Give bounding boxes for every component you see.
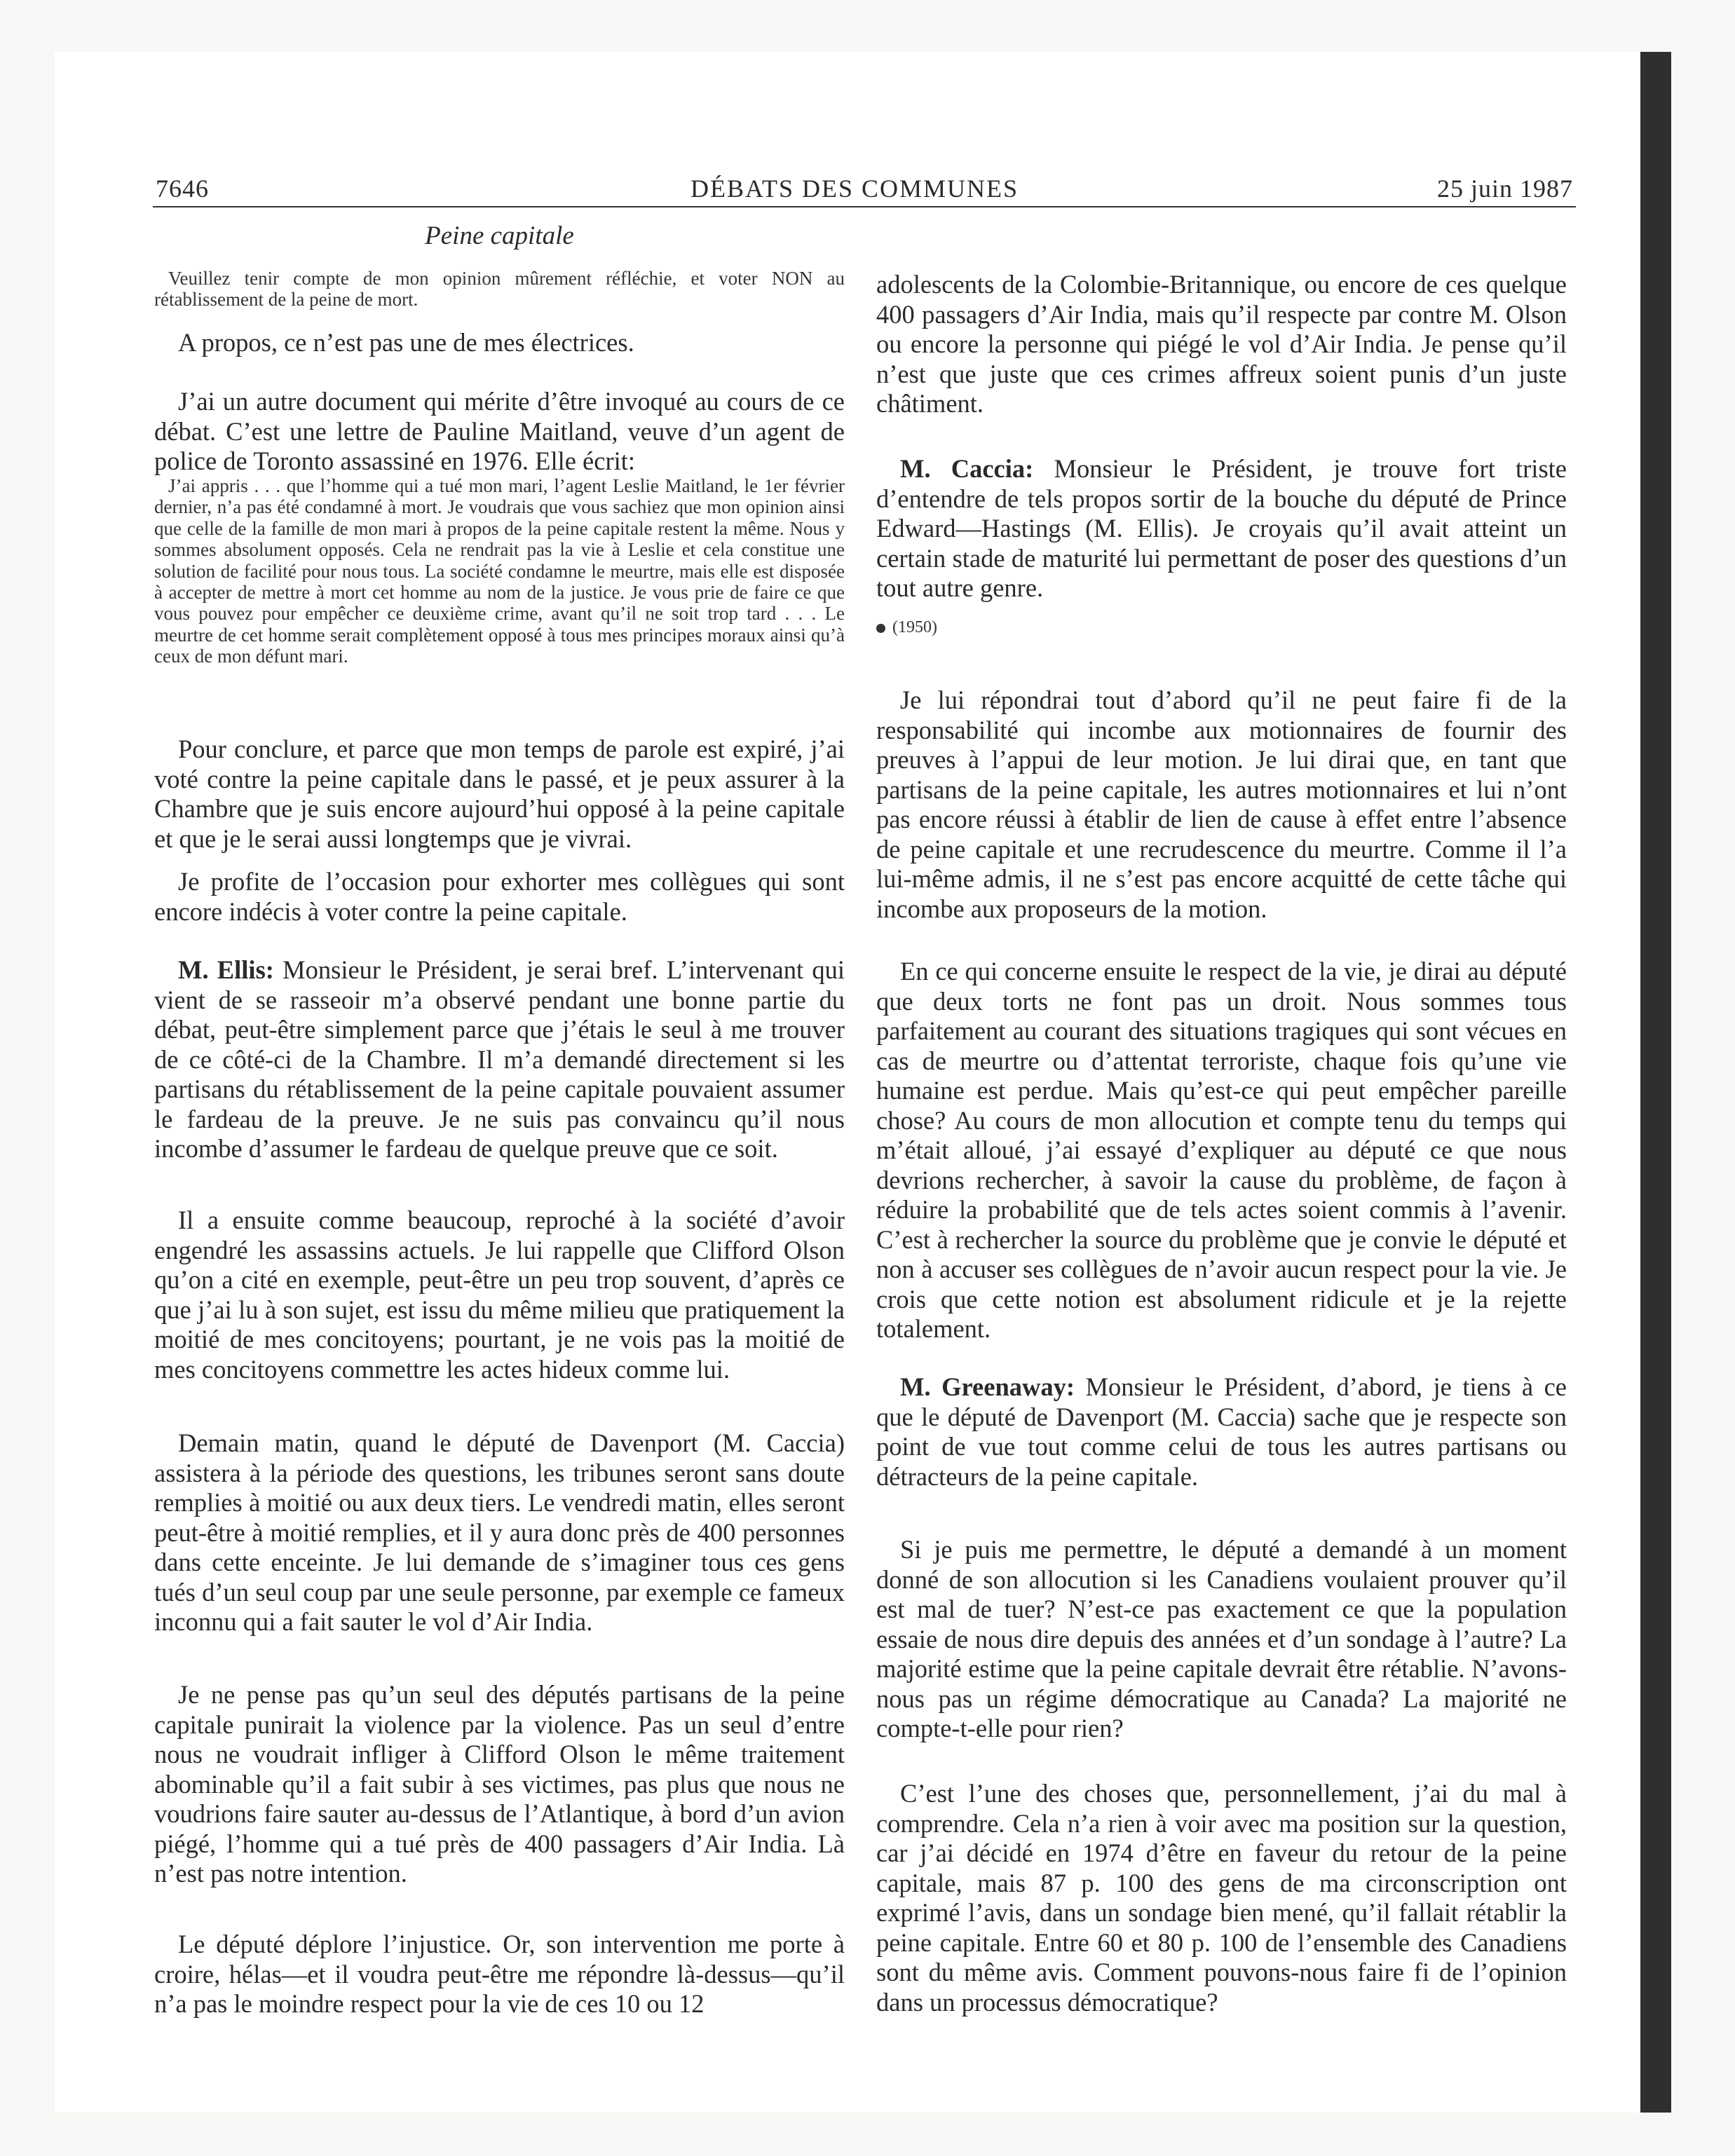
speech-text: Monsieur le Président, je serai bref. L’intervenant qui vient de se rasseoir m’a observé pendant une bonne partie du débat, peut-être simplement parce que j’étais le seul à me trouver de ce côté-ci de la Chambre. Il m’a demandé directement si les partisans du rétablissement de la peine capitale pouvaient assumer le fardeau de la preuve. Je ne suis pas convaincu qu’il nous incombe d’assumer le fardeau de quelque preuve que ce soit. (154, 955, 845, 1163)
paragraph: Il a ensuite comme beaucoup, reproché à la société d’avoir engendré les assassins actuels. Je lui rappelle que Clifford Olson qu’on a cité en exemple, peut-être un peu trop souvent, d’après ce que j’ai lu à son sujet, est issu du même milieu que pratiquement la moitié de mes concitoyens; pourtant, je ne vois pas la moitié de mes concitoyens commettre les actes hideux comme lui. (154, 1206, 845, 1384)
time-marker-text: (1950) (892, 618, 937, 636)
quote-block: Veuillez tenir compte de mon opinion mûrement réfléchie, et voter NON au rétablissement de la peine de mort. (154, 268, 845, 311)
scan-edge-bar (1640, 52, 1671, 2113)
header-rule (153, 206, 1576, 207)
speaker-name: M. Greenaway: (900, 1372, 1075, 1401)
page-number: 7646 (156, 175, 209, 203)
paragraph: Je profite de l’occasion pour exhorter mes collègues qui sont encore indécis à voter contre la peine capitale. (154, 867, 845, 926)
paragraph: Pour conclure, et parce que mon temps de parole est expiré, j’ai voté contre la peine capitale dans le passé, et je peux assurer à la Chambre que je suis encore aujourd’hui opposé à la peine capitale et que je le serai aussi longtemps que je vivrai. (154, 735, 845, 853)
speech-text: Monsieur le Président, je trouve fort triste d’entendre de tels propos sortir de la bouche du député de Prince Edward—Hastings (M. Ellis). Je croyais qu’il avait atteint un certain stade de maturité lui permettant de poser des questions d’un tout autre genre. (876, 454, 1567, 602)
header-date: 25 juin 1987 (1437, 175, 1574, 203)
speaker-name: M. Ellis: (178, 955, 274, 984)
bullet-icon (876, 624, 885, 633)
quote-block: J’ai appris . . . que l’homme qui a tué mon mari, l’agent Leslie Maitland, le 1er février dernier, n’a pas été condamné à mort. Je voudrais que vous sachiez que mon opinion ainsi que celle de la famille de mon mari à propos de la peine capitale restent la même. Nous y sommes absolument opposés. Cela ne rendrait pas la vie à Leslie et cela constitue une solution de facilité pour nous tous. La société condamne le meurtre, mais elle est disposée à accepter de mettre à mort cet homme au nom de la justice. Je vous prie de faire ce que vous pouvez pour empêcher ce deuxième crime, avant qu’il ne soit trop tard . . . Le meurtre de cet homme serait complètement opposé à tous mes principes moraux ainsi qu’à ceux de mon défunt mari. (154, 475, 845, 667)
paragraph: Je ne pense pas qu’un seul des députés partisans de la peine capitale punirait la violence par la violence. Pas un seul d’entre nous ne voudrait infliger à Clifford Olson le même traitement abominable qu’il a fait subir à ses victimes, pas plus que nous ne voudrions faire sauter au-dessus de l’Atlantique, à bord d’un avion piégé, l’homme qui a tué près de 400 passagers d’Air India. Là n’est pas notre intention. (154, 1680, 845, 1888)
paragraph: Demain matin, quand le député de Davenport (M. Caccia) assistera à la période des questions, les tribunes seront sans doute remplies à moitié ou aux deux tiers. Le vendredi matin, elles seront peut-être à moitié remplies, et il y aura donc près de 400 personnes dans cette enceinte. Je lui demande de s’imaginer tous ces gens tués d’un seul coup par une seule personne, par exemple ce fameux inconnu qui a fait sauter le vol d’Air India. (154, 1428, 845, 1636)
paragraph (876, 454, 1567, 603)
paragraph: C’est l’une des choses que, personnellement, j’ai du mal à comprendre. Cela n’a rien à voir avec ma position sur la question, car j’ai décidé en 1974 d’être en faveur du retour de la peine capitale, mais 87 p. 100 des gens de ma circonscription ont exprimé l’avis, dans un sondage bien mené, qu’il fallait rétablir la peine capitale. Entre 60 et 80 p. 100 de l’ensemble des Canadiens sont du même avis. Comment pouvons-nous faire fi de l’opinion dans un processus démocratique? (876, 1779, 1567, 2017)
paragraph: Le député déplore l’injustice. Or, son intervention me porte à croire, hélas—et il voudra peut-être me répondre là-dessus—qu’il n’a pas le moindre respect pour la vie de ces 10 ou 12 (154, 1930, 845, 2018)
section-heading: Peine capitale (425, 221, 574, 250)
paragraph (876, 1372, 1567, 1492)
speech-text: Monsieur le Président, d’abord, je tiens à ce que le député de Davenport (M. Caccia) sache que je respecte son point de vue tout comme celui de tous les autres partisans ou détracteurs de la peine capitale. (876, 1372, 1567, 1491)
speaker-name: M. Caccia: (900, 454, 1034, 483)
paragraph: Si je puis me permettre, le député a demandé à un moment donné de son allocution si les Canadiens voulaient prouver qu’il est mal de tuer? N’est-ce pas exactement ce que la population essaie de nous dire depuis des années et d’un sondage à l’autre? La majorité estime que la peine capitale devrait être rétablie. N’avons-nous pas un régime démocratique au Canada? La majorité ne compte-t-elle pour rien? (876, 1535, 1567, 1742)
paragraph: adolescents de la Colombie-Britannique, ou encore de ces quelque 400 passagers d’Air India, mais qu’il respecte par contre M. Olson ou encore la personne qui piégé le vol d’Air India. Je pense qu’il n’est que juste que ces crimes affreux soient punis d’un juste châtiment. (876, 270, 1567, 418)
paragraph: Je lui répondrai tout d’abord qu’il ne peut faire fi de la responsabilité qui incombe aux motionnaires de fournir des preuves à l’appui de leur motion. Je lui dirai que, en tant que partisans de la peine capitale, les autres motionnaires et lui n’ont pas encore réussi à établir de lien de cause à effet entre l’absence de peine capitale et une recrudescence du meurtre. Comme il l’a lui-même admis, il ne s’est pas encore acquitté de cette tâche qui incombe aux proposeurs de la motion. (876, 685, 1567, 923)
paragraph: J’ai un autre document qui mérite d’être invoqué au cours de ce débat. C’est une lettre de Pauline Maitland, veuve d’un agent de police de Toronto assassiné en 1976. Elle écrit: (154, 387, 845, 475)
paragraph: En ce qui concerne ensuite le respect de la vie, je dirai au député que deux torts ne font pas un droit. Nous sommes tous parfaitement au courant des situations tragiques qui sont vécues en cas de meurtre ou d’attentat terroriste, chaque fois qu’une vie humaine est perdue. Mais qu’est-ce qui peut empêcher pareille chose? Au cours de mon allocution et compte tenu du temps qui m’était alloué, j’ai essayé d’expliquer au député ce que nous devrions rechercher, à savoir la cause du problème, de façon à réduire la probabilité que de tels actes soient commis à l’avenir. C’est à rechercher la source du problème que je convie le député et non à accuser ses collègues de n’avoir aucun respect pour la vie. Je crois que cette notion est absolument ridicule et je la rejette totalement. (876, 957, 1567, 1343)
time-marker (876, 617, 1567, 638)
paragraph (154, 955, 845, 1164)
paragraph: A propos, ce n’est pas une de mes électrices. (178, 328, 634, 357)
running-title: DÉBATS DES COMMUNES (690, 175, 1019, 203)
